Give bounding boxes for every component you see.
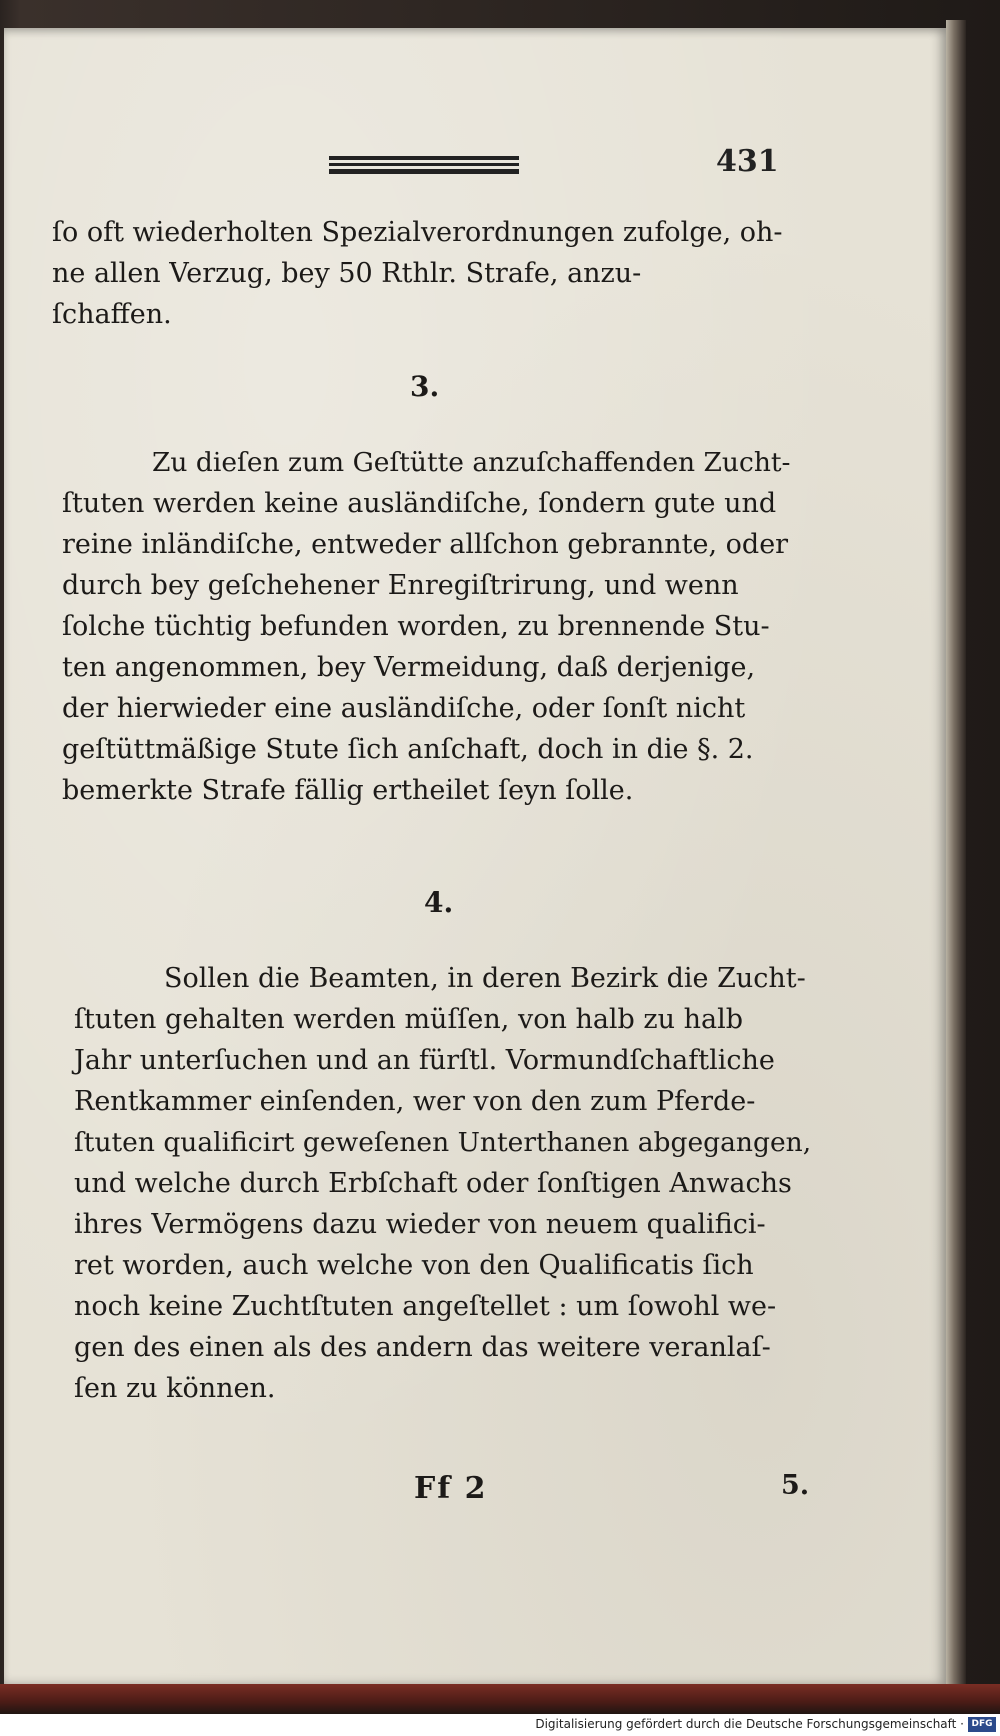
text-line: Rentkammer einſenden, wer von den zum Pferde- — [74, 1086, 756, 1117]
text-line: ſtuten gehalten werden müſſen, von halb zu halb — [74, 1004, 744, 1035]
text-line: Sollen die Beamten, in deren Bezirk die Zucht- — [164, 963, 806, 994]
text-line: ihres Vermögens dazu wieder von neuem qualifici- — [74, 1209, 766, 1240]
page-edge — [946, 20, 966, 1690]
text-line: der hierwieder eine ausländiſche, oder ſonſt nicht — [62, 693, 746, 724]
funding-credit: Digitalisierung gefördert durch die Deutsche Forschungsgemeinschaft · — [535, 1717, 964, 1731]
text-line: ſtuten werden keine ausländiſche, ſondern gute und — [62, 488, 777, 519]
text-line: ſtuten qualificirt geweſenen Unterthanen abgegangen, — [74, 1127, 812, 1158]
text-line: Zu dieſen zum Geſtütte anzuſchaffenden Zucht- — [152, 447, 791, 478]
text-line: ret worden, auch welche von den Qualificatis ſich — [74, 1250, 754, 1281]
text-line: ſen zu können. — [74, 1373, 276, 1404]
text-line: durch bey geſchehener Enregiſtrirung, und wenn — [62, 570, 739, 601]
book-page — [4, 28, 946, 1684]
continuation-paragraph — [52, 212, 792, 335]
section-4-paragraph — [74, 958, 814, 1409]
text-line: noch keine Zuchtſtuten angeſtellet : um ſowohl we- — [74, 1291, 777, 1322]
page-number: 431 — [716, 144, 779, 179]
text-line: gen des einen als des andern das weitere veranlaſ- — [74, 1332, 771, 1363]
section-number-3: 3. — [410, 370, 440, 403]
text-line: ſo oft wiederholten Spezialverordnungen zufolge, oh- — [52, 217, 783, 248]
section-3-paragraph — [62, 442, 802, 811]
text-line: ſchaffen. — [52, 299, 172, 330]
section-number-4: 4. — [424, 886, 454, 919]
text-line: bemerkte Strafe fällig ertheilet ſeyn ſolle. — [62, 775, 634, 806]
text-line: reine inländiſche, entweder allſchon gebrannte, oder — [62, 529, 789, 560]
book-cover-edge — [0, 1684, 1000, 1714]
text-line: geſtüttmäßige Stute ſich anſchaft, doch in die §. 2. — [62, 734, 754, 765]
header-ornament — [329, 154, 519, 176]
text-line: und welche durch Erbſchaft oder ſonſtigen Anwachs — [74, 1168, 792, 1199]
text-line: Jahr unterſuchen und an fürſtl. Vormundſchaftliche — [74, 1045, 775, 1076]
signature-mark: Ff 2 — [414, 1471, 488, 1506]
digitization-footer — [0, 1714, 1000, 1736]
text-line: ſolche tüchtig befunden worden, zu brennende Stu- — [62, 611, 770, 642]
text-line: ne allen Verzug, bey 50 Rthlr. Strafe, anzu- — [52, 258, 642, 289]
dfg-logo: DFG — [968, 1717, 996, 1732]
text-line: ten angenommen, bey Vermeidung, daß derjenige, — [62, 652, 756, 683]
catchword: 5. — [781, 1470, 810, 1501]
